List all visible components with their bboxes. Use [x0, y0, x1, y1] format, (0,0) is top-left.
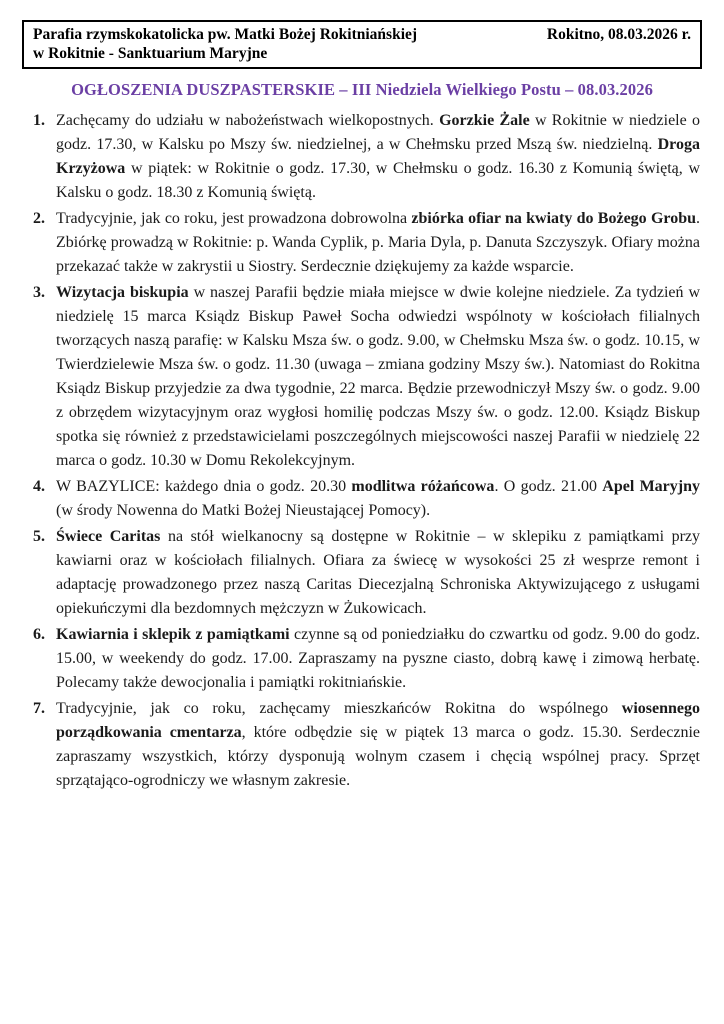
announcement-number: 7.	[33, 700, 45, 717]
announcement-bold-segment: Wizytacja biskupia	[56, 284, 189, 301]
announcement-item-7	[33, 697, 700, 793]
announcement-text	[56, 207, 700, 279]
announcement-bold-segment: wiosennego porządkowania cmentarza	[56, 700, 700, 741]
announcement-segment: czynne są od poniedziałku do czwartku od godz. 9.00 do godz. 15.00, w weekendy do godz. 17.00. Zapraszamy na pyszne ciasto, dobrą kawę i zimową herbatę. Polecamy także dewocjonalia i pamiątki rokitniańskie.	[56, 626, 700, 691]
announcement-bold-segment: Apel Maryjny	[602, 478, 701, 495]
announcement-segment: W BAZYLICE: każdego dnia o godz. 20.30	[56, 478, 352, 495]
announcement-number: 2.	[33, 210, 45, 227]
announcement-number: 6.	[33, 626, 45, 643]
page-title: OGŁOSZENIA DUSZPASTERSKIE – III Niedziela Wielkiego Postu – 08.03.2026	[71, 80, 653, 99]
parish-header-box	[22, 20, 702, 69]
announcement-segment: w Rokitnie w niedziele o godz. 17.30, w Kalsku po Mszy św. niedzielnej, a w Chełmsku przed Mszą św. niedzielną.	[56, 112, 700, 153]
announcement-item-2	[33, 207, 700, 279]
parish-name-line2: w Rokitnie - Sanktuarium Maryjne	[33, 45, 268, 62]
announcement-bold-segment: Świece Caritas	[56, 528, 161, 545]
announcement-segment: na stół wielkanocny są dostępne w Rokitnie – w sklepiku z pamiątkami przy kawiarni oraz w kościołach filialnych. Ofiara za świecę w wysokości 25 zł wesprze remont i adaptację prowadzonego przez naszą Caritas Diecezjalną Schroniska Aktywizującego z usługami opiekuńczymi dla bezdomnych mężczyzn w Żukowicach.	[56, 528, 701, 617]
announcement-text	[56, 623, 700, 695]
announcement-segment: Zachęcamy do udziału w nabożeństwach wielkopostnych.	[56, 112, 440, 129]
announcement-bold-segment: Gorzkie Żale	[439, 112, 530, 129]
announcement-text	[56, 109, 700, 205]
parish-name	[33, 25, 417, 63]
announcement-item-5	[33, 525, 700, 621]
announcement-text	[56, 475, 700, 523]
announcement-segment: . Zbiórkę prowadzą w Rokitnie: p. Wanda Cyplik, p. Maria Dyla, p. Danuta Szczyszyk. Ofiary można przekazać także w zakrystii u Siostry. Serdecznie dziękujemy za każde wsparcie.	[56, 210, 701, 275]
announcement-item-1	[33, 109, 700, 205]
announcement-item-3	[33, 281, 700, 473]
announcement-number: 5.	[33, 528, 45, 545]
announcement-segment: Tradycyjnie, jak co roku, jest prowadzona dobrowolna	[56, 210, 412, 227]
announcement-segment: , które odbędzie się w piątek 13 marca o godz. 15.30. Serdecznie zapraszamy wszystkich, którzy dysponują wolnym czasem i chęcią wspólnej pracy. Sprzęt sprzątająco-ogrodniczy we własnym zakresie.	[56, 724, 701, 789]
document-date: Rokitno, 08.03.2026 r.	[546, 26, 691, 43]
announcement-segment: (w środy Nowenna do Matki Bożej Nieustającej Pomocy).	[56, 502, 431, 519]
announcement-text	[56, 697, 700, 793]
announcement-segment: . O godz. 21.00	[494, 478, 603, 495]
announcements-list	[22, 109, 702, 793]
announcement-number: 4.	[33, 478, 45, 495]
announcement-bold-segment: Kawiarnia i sklepik z pamiątkami	[56, 626, 290, 643]
announcement-segment: w naszej Parafii będzie miała miejsce w dwie kolejne niedziele. Za tydzień w niedzielę 15 marca Ksiądz Biskup Paweł Socha odwiedzi wspólnoty w kościołach filialnych tworzących naszą parafię: w Kalsku Msza św. o godz. 9.00, w Chełmsku Msza św. o godz. 10.15, w Twierdzielewie Msza św. o godz. 11.30 (uwaga – zmiana godziny Mszy św.). Natomiast do Rokitna Ksiądz Biskup przyjedzie za dwa tygodnie, 22 marca. Będzie przewodniczył Mszy św. o godz. 9.00 z obrzędem wizytacyjnym oraz wygłosi homilię podczas Mszy św. o godz. 12.00. Ksiądz Biskup spotka się również z przedstawicielami poszczególnych miejscowości naszej Parafii w niedzielę 22 marca o godz. 10.30 w Domu Rekolekcyjnym.	[56, 284, 700, 469]
announcement-segment: w piątek: w Rokitnie o godz. 17.30, w Chełmsku o godz. 16.30 z Komunią świętą, w Kalsku o godz. 18.30 z Komunią świętą.	[56, 160, 700, 201]
announcement-text	[56, 281, 700, 473]
announcement-text	[56, 525, 700, 621]
announcement-number: 1.	[33, 112, 45, 129]
announcement-item-4	[33, 475, 700, 523]
announcement-bold-segment: zbiórka ofiar na kwiaty do Bożego Grobu	[411, 210, 697, 227]
announcement-item-6	[33, 623, 700, 695]
announcement-bold-segment: Droga Krzyżowa	[56, 136, 700, 177]
announcement-bold-segment: modlitwa różańcowa	[351, 478, 495, 495]
announcement-segment: Tradycyjnie, jak co roku, zachęcamy mieszkańców Rokitna do wspólnego	[56, 700, 622, 717]
announcement-number: 3.	[33, 284, 45, 301]
parish-name-line1: Parafia rzymskokatolicka pw. Matki Bożej Rokitniańskiej	[33, 26, 418, 43]
